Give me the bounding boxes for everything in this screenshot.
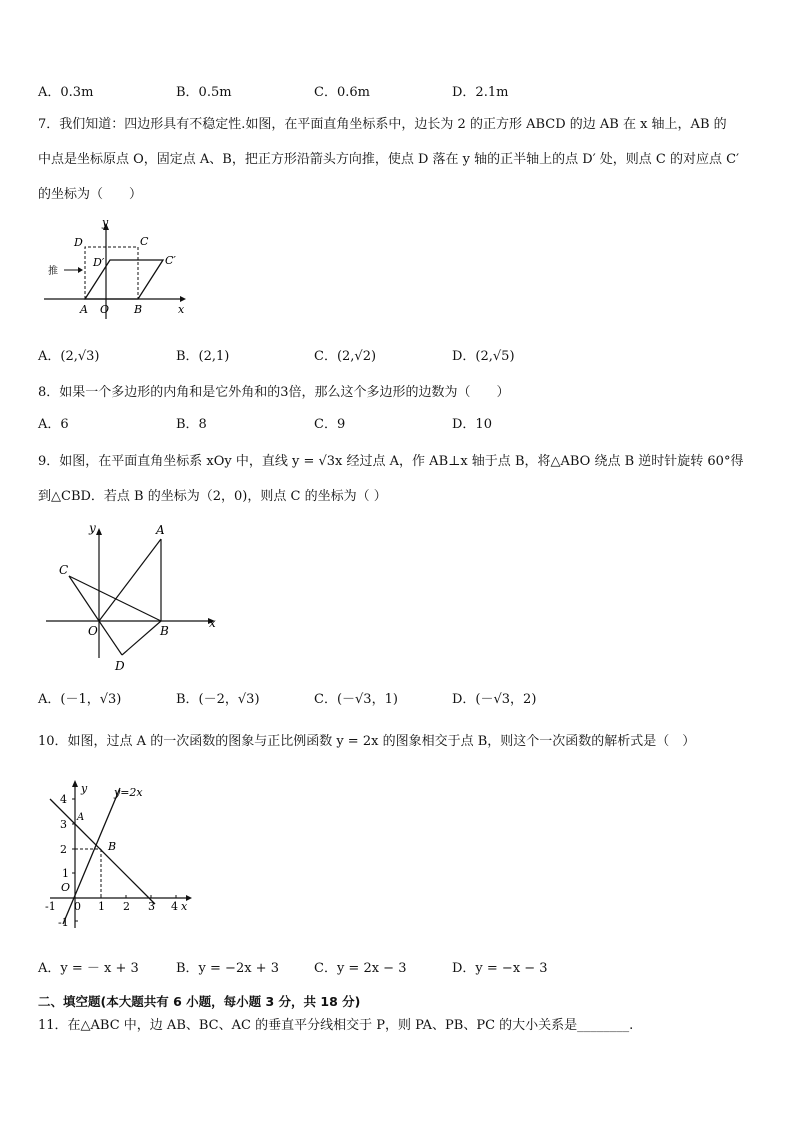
q11-text: 11．在△ABC 中，边 AB、BC、AC 的垂直平分线相交于 P，则 PA、PB、PC 的大小关系是________. [38,1018,634,1033]
q9-option-a[interactable]: A．(－1，√3) [38,692,122,707]
q7-text-line1: 7．我们知道：四边形具有不稳定性.如图，在平面直角坐标系中，边长为 2 的正方形 ABCD 的边 AB 在 x 轴上，AB 的 [38,117,727,132]
q10-label-y3: 3 [60,818,67,831]
q10-label-y1: 1 [62,867,69,880]
q7-label-o: O [100,303,110,316]
q10-label-a: A [77,812,85,823]
q7-option-b[interactable]: B．(2,1) [176,349,230,364]
q10-option-d[interactable]: D．y = −x − 3 [452,961,548,976]
q7-label-a: A [80,303,88,316]
q10-label-y2x: y=2x [114,786,143,799]
q9-text-line1: 9．如图，在平面直角坐标系 xOy 中，直线 y = √3x 经过点 A，作 AB⊥x 轴于点 B，将△ABO 绕点 B 逆时针旋转 60°得 [38,454,744,469]
q8-text: 8．如果一个多边形的内角和是它外角和的3倍，那么这个多边形的边数为（ ） [38,385,510,400]
q9-text-line2: 到△CBD．若点 B 的坐标为（2，0)，则点 C 的坐标为（ ） [38,489,387,504]
q9-option-c[interactable]: C．(－√3，1) [314,692,398,707]
q10-label-x: x [181,900,188,913]
q10-label-xneg1: -1 [45,900,56,913]
q7-option-a[interactable]: A．(2,√3) [38,349,100,364]
q10-label-y2: 2 [60,843,67,856]
q7-label-d: D [74,236,83,249]
q10-label-y4: 4 [60,793,67,806]
q7-original-square [85,247,138,299]
q9-option-d[interactable]: D．(－√3，2) [452,692,537,707]
q10-label-x2: 2 [123,900,130,913]
q9-label-b: B [160,624,169,638]
q7-text-line3: 的坐标为（ ） [38,187,143,202]
q9-label-a: A [156,523,165,537]
q10-option-b[interactable]: B．y = −2x + 3 [176,961,279,976]
q9-segment-od [99,621,122,655]
q7-option-c[interactable]: C．(2,√2) [314,349,377,364]
q9-label-o: O [88,624,98,638]
q7-text-line2: 中点是坐标原点 O，固定点 A、B，把正方形沿箭头方向推，使点 D 落在 y 轴的正半轴上的点 D′ 处，则点 C 的对应点 C′ [38,152,740,167]
q9-label-y: y [89,521,96,535]
q6-option-b[interactable]: B．0.5m [176,85,232,100]
q6-option-a[interactable]: A．0.3m [38,85,94,100]
q7-label-d-prime: D′ [93,256,105,269]
q8-option-c[interactable]: C．9 [314,417,346,432]
q9-figure [38,518,228,678]
q9-segment-db [122,621,161,655]
q7-label-x: x [178,303,185,316]
q6-option-c[interactable]: C．0.6m [314,85,370,100]
q10-figure [38,776,208,936]
q9-y-arrow-icon [96,528,102,535]
q9-segment-cb [69,576,161,621]
q7-label-y: y [102,216,109,229]
q9-segment-oa [99,539,161,621]
q8-option-d[interactable]: D．10 [452,417,492,432]
q10-label-o: O [61,881,71,894]
q10-option-a[interactable]: A．y = － x + 3 [38,961,139,976]
q6-option-d[interactable]: D．2.1m [452,85,509,100]
q9-label-c: C [59,563,69,577]
q10-line-y2x [63,788,120,924]
q7-push-arrow-icon [78,267,83,273]
q7-figure [38,218,198,328]
q9-label-d: D [115,659,125,673]
q10-label-b: B [108,840,117,853]
q7-label-c-prime: C′ [165,254,176,267]
q9-label-x: x [209,616,216,630]
q10-y-arrow-icon [72,780,78,787]
q10-label-y: y [81,782,88,795]
q10-label-x3: 3 [148,900,155,913]
q7-option-d[interactable]: D．(2,√5) [452,349,515,364]
q9-option-b[interactable]: B．(－2，√3) [176,692,260,707]
q10-option-c[interactable]: C．y = 2x − 3 [314,961,407,976]
q10-label-yneg1: -1 [58,916,69,929]
q7-label-c: C [140,235,149,248]
q7-label-b: B [134,303,143,316]
q10-text: 10．如图，过点 A 的一次函数的图象与正比例函数 y = 2x 的图象相交于点 B，则这个一次函数的解析式是（ ） [38,734,696,749]
q8-option-a[interactable]: A．6 [38,417,69,432]
q7-x-arrow-icon [180,296,186,302]
q10-label-x0: 0 [74,900,81,913]
q7-label-push: 推 [48,266,58,277]
q8-option-b[interactable]: B．8 [176,417,207,432]
section-fill-in-title: 二、填空题(本大题共有 6 小题，每小题 3 分，共 18 分) [38,994,361,1009]
q10-label-x4: 4 [171,900,178,913]
q10-label-x1: 1 [98,900,105,913]
